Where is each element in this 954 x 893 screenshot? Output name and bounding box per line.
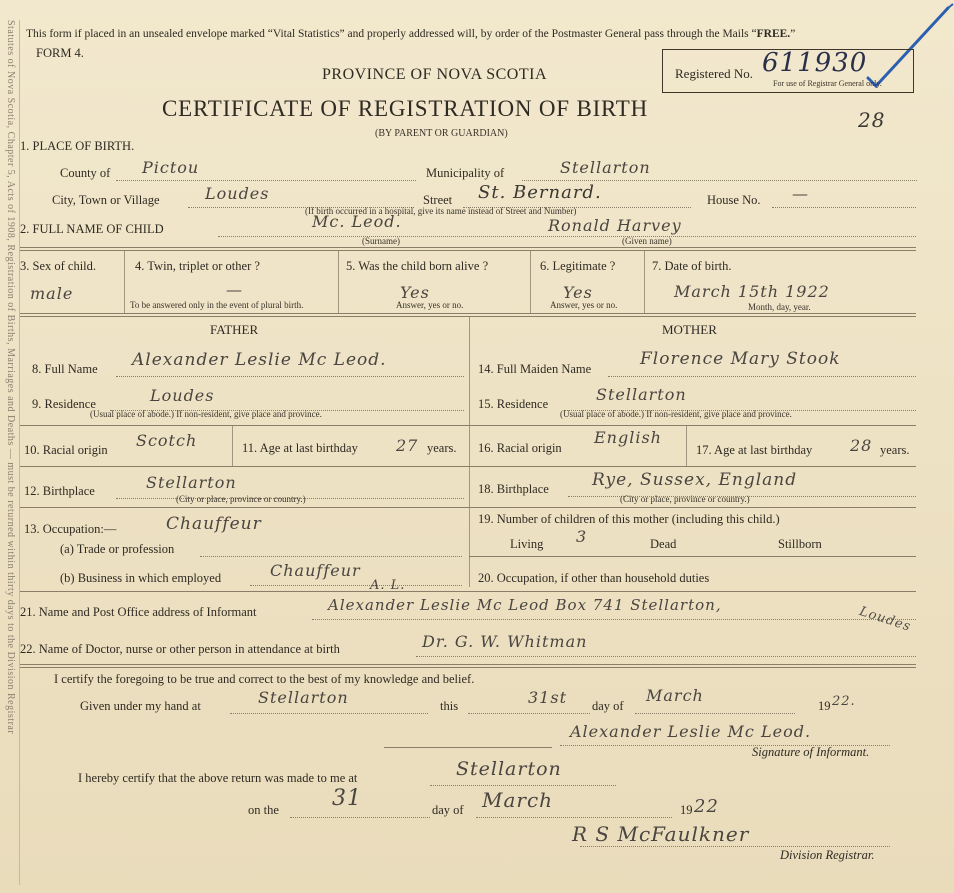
alive-value: Yes bbox=[400, 283, 430, 302]
informant-value: Alexander Leslie Mc Leod Box 741 Stellarton, bbox=[328, 596, 722, 614]
father-racial-label: 10. Racial origin bbox=[24, 443, 108, 457]
twin-value: — bbox=[226, 280, 243, 299]
dob-label: 7. Date of birth. bbox=[652, 259, 732, 273]
county-value: Pictou bbox=[142, 158, 200, 177]
rule-informant bbox=[20, 591, 916, 592]
city-value: Loudes bbox=[205, 184, 270, 203]
margin-vertical-text bbox=[4, 20, 18, 880]
child-name-line bbox=[218, 236, 916, 237]
rule-top-grid-2 bbox=[20, 250, 916, 251]
registrar-statement: I hereby certify that the above return was made to me at bbox=[78, 771, 358, 785]
month-line bbox=[635, 713, 795, 714]
father-age-value: 27 bbox=[396, 436, 419, 455]
city-label: City, Town or Village bbox=[52, 193, 160, 207]
child-given-value: Ronald Harvey bbox=[548, 216, 682, 235]
rule-m1 bbox=[469, 425, 916, 426]
rule-cert-2 bbox=[20, 667, 916, 668]
reg-year-prefix: 19 bbox=[680, 803, 693, 817]
father-business-line bbox=[250, 585, 462, 586]
father-name-label: 8. Full Name bbox=[32, 362, 98, 376]
province-heading: PROVINCE OF NOVA SCOTIA bbox=[322, 66, 548, 83]
informant-line bbox=[312, 619, 916, 620]
rule-f3 bbox=[20, 507, 469, 508]
mother-name-value: Florence Mary Stook bbox=[640, 349, 841, 369]
given-place: Stellarton bbox=[258, 688, 349, 707]
notice-close: ” bbox=[790, 28, 796, 40]
mother-occupation-label: 20. Occupation, if other than household duties bbox=[478, 571, 710, 585]
sex-value: male bbox=[30, 284, 74, 303]
rule-top-grid bbox=[20, 247, 916, 248]
twin-label: 4. Twin, triplet or other ? bbox=[135, 259, 260, 273]
rule-f1 bbox=[20, 425, 469, 426]
day-of-label: day of bbox=[592, 699, 624, 713]
municipality-line bbox=[522, 180, 917, 181]
informant-label: 21. Name and Post Office address of Informant bbox=[20, 605, 257, 619]
mother-age-unit: years. bbox=[880, 443, 910, 457]
father-business-label: (b) Business in which employed bbox=[60, 571, 222, 585]
grid-divider-3 bbox=[530, 251, 531, 313]
reg-day-line bbox=[290, 817, 430, 818]
twin-note: To be answered only in the event of plural birth. bbox=[130, 300, 304, 310]
alive-label: 5. Was the child born alive ? bbox=[346, 259, 489, 273]
rule-parents bbox=[20, 313, 916, 314]
mother-birthplace-label: 18. Birthplace bbox=[478, 482, 549, 496]
dob-note: Month, day, year. bbox=[748, 302, 811, 312]
registrar-place-line bbox=[430, 785, 616, 786]
mother-residence-value: Stellarton bbox=[596, 385, 687, 404]
mother-birthplace-value: Rye, Sussex, England bbox=[592, 470, 798, 490]
doctor-label: 22. Name of Doctor, nurse or other person in attendance at birth bbox=[20, 642, 340, 656]
informant-addition: Loudes bbox=[857, 604, 913, 635]
street-value: St. Bernard. bbox=[478, 182, 602, 203]
place-heading: 1. PLACE OF BIRTH. bbox=[20, 139, 135, 153]
cert-month: March bbox=[646, 686, 704, 705]
informant-initials: A. L. bbox=[370, 578, 406, 593]
father-residence-note: (Usual place of abode.) If non-resident, give place and province. bbox=[90, 409, 322, 419]
grid-divider-2 bbox=[338, 251, 339, 313]
separator-rule bbox=[384, 747, 552, 748]
sex-label: 3. Sex of child. bbox=[20, 259, 97, 273]
rule-m4 bbox=[469, 556, 916, 557]
father-racial-value: Scotch bbox=[136, 431, 198, 450]
registered-box bbox=[662, 49, 914, 93]
registered-number: 611930 bbox=[762, 48, 868, 78]
certificate-title: CERTIFICATE OF REGISTRATION OF BIRTH bbox=[162, 96, 649, 121]
municipality-label: Municipality of bbox=[426, 166, 505, 180]
father-age-unit: years. bbox=[427, 441, 457, 455]
father-heading: FATHER bbox=[210, 322, 259, 337]
dob-value: March 15th 1922 bbox=[674, 282, 830, 301]
informant-signature: Alexander Leslie Mc Leod. bbox=[570, 722, 812, 741]
mother-age-label: 17. Age at last birthday bbox=[696, 443, 813, 457]
this-label: this bbox=[440, 699, 459, 713]
father-occupation-label: 13. Occupation:— bbox=[24, 522, 117, 536]
father-trade-line bbox=[200, 556, 462, 557]
father-name-line bbox=[116, 376, 464, 377]
father-occupation-value: Chauffeur bbox=[166, 514, 262, 534]
on-the-label: on the bbox=[248, 803, 279, 817]
center-divider bbox=[469, 317, 470, 587]
grid-divider-1 bbox=[124, 251, 125, 313]
reg-day-of-label: day of bbox=[432, 803, 464, 817]
registrar-sign-line bbox=[580, 846, 890, 847]
mother-name-label: 14. Full Maiden Name bbox=[478, 362, 592, 376]
legit-label: 6. Legitimate ? bbox=[540, 259, 616, 273]
corner-mark: 28 bbox=[858, 108, 886, 132]
reg-month: March bbox=[482, 788, 554, 812]
child-name-label: 2. FULL NAME OF CHILD bbox=[20, 222, 164, 236]
mother-age-divider bbox=[686, 426, 687, 466]
registered-label: Registered No. bbox=[675, 66, 753, 81]
dead-label: Dead bbox=[650, 537, 677, 551]
rule-parents-2 bbox=[20, 316, 916, 317]
rule-f2 bbox=[20, 466, 469, 467]
father-age-divider bbox=[232, 426, 233, 466]
father-age-label: 11. Age at last birthday bbox=[242, 441, 358, 455]
legit-value: Yes bbox=[563, 283, 593, 302]
form-number: FORM 4. bbox=[36, 46, 84, 60]
house-value: — bbox=[792, 184, 809, 203]
year-prefix: 19 bbox=[818, 699, 831, 713]
municipality-value: Stellarton bbox=[560, 158, 651, 177]
father-birthplace-note: (City or place, province or country.) bbox=[176, 494, 306, 504]
given-caption: (Given name) bbox=[622, 236, 672, 246]
reg-month-line bbox=[476, 817, 672, 818]
children-label: 19. Number of children of this mother (including this child.) bbox=[478, 512, 780, 526]
mother-birthplace-note: (City or place, province or country.) bbox=[620, 494, 750, 504]
father-business-value: Chauffeur bbox=[270, 561, 361, 580]
father-birthplace-value: Stellarton bbox=[146, 473, 237, 492]
father-name-value: Alexander Leslie Mc Leod. bbox=[132, 350, 387, 370]
cert-statement: I certify the foregoing to be true and correct to the best of my knowledge and belief. bbox=[54, 672, 475, 686]
grid-divider-4 bbox=[644, 251, 645, 313]
street-label: Street bbox=[423, 193, 453, 207]
mother-name-line bbox=[608, 376, 916, 377]
margin-text: Statutes of Nova Scotia, Chapter 5, Acts of 1908, Registration of Births, Marriages and Deaths — must be returned within thirty days to the Division Registrar bbox=[5, 20, 16, 735]
cert-year: 22. bbox=[832, 694, 856, 709]
notice-text: This form if placed in an unsealed envelope marked “Vital Statistics” and properly addressed will, by order of the Postmaster General pass through the Mails “ bbox=[26, 28, 757, 40]
stillborn-label: Stillborn bbox=[778, 537, 822, 551]
house-label: House No. bbox=[707, 193, 761, 207]
alive-note: Answer, yes or no. bbox=[396, 300, 464, 310]
reg-day: 31 bbox=[332, 786, 362, 811]
mother-racial-label: 16. Racial origin bbox=[478, 441, 562, 455]
mother-racial-value: English bbox=[594, 428, 662, 447]
registrar-signature: R S McFaulkner bbox=[572, 822, 750, 846]
surname-caption: (Surname) bbox=[362, 236, 400, 246]
rule-m2 bbox=[469, 466, 916, 467]
father-trade-label: (a) Trade or profession bbox=[60, 542, 175, 556]
mailing-notice bbox=[26, 28, 795, 40]
given-line bbox=[230, 713, 428, 714]
mother-heading: MOTHER bbox=[662, 322, 717, 337]
mother-age-value: 28 bbox=[850, 436, 873, 455]
day-line bbox=[468, 713, 590, 714]
father-residence-value: Loudes bbox=[150, 386, 215, 405]
informant-caption: Signature of Informant. bbox=[752, 745, 870, 759]
cert-day: 31st bbox=[528, 688, 567, 707]
doctor-value: Dr. G. W. Whitman bbox=[422, 632, 588, 651]
mother-residence-note: (Usual place of abode.) If non-resident, give place and province. bbox=[560, 409, 792, 419]
notice-free: FREE. bbox=[756, 28, 791, 40]
doctor-line bbox=[416, 656, 916, 657]
father-birthplace-label: 12. Birthplace bbox=[24, 484, 95, 498]
rule-m3 bbox=[469, 507, 916, 508]
reg-year: 22 bbox=[694, 796, 719, 817]
father-residence-label: 9. Residence bbox=[32, 397, 96, 411]
house-line bbox=[772, 207, 916, 208]
given-label: Given under my hand at bbox=[80, 699, 201, 713]
hospital-note: (If birth occurred in a hospital, give its name instead of Street and Number) bbox=[305, 206, 577, 216]
living-value: 3 bbox=[576, 527, 588, 546]
certificate-subtitle: (BY PARENT OR GUARDIAN) bbox=[375, 128, 508, 139]
living-label: Living bbox=[510, 537, 544, 551]
mother-residence-label: 15. Residence bbox=[478, 397, 549, 411]
county-line bbox=[116, 180, 416, 181]
child-surname-value: Mc. Leod. bbox=[312, 212, 402, 231]
registrar-place: Stellarton bbox=[456, 758, 562, 780]
legit-note: Answer, yes or no. bbox=[550, 300, 618, 310]
rule-cert bbox=[20, 664, 916, 665]
registrar-caption: Division Registrar. bbox=[780, 848, 875, 862]
registrar-use-note: For use of Registrar General only. bbox=[773, 79, 882, 88]
county-label: County of bbox=[60, 166, 111, 180]
